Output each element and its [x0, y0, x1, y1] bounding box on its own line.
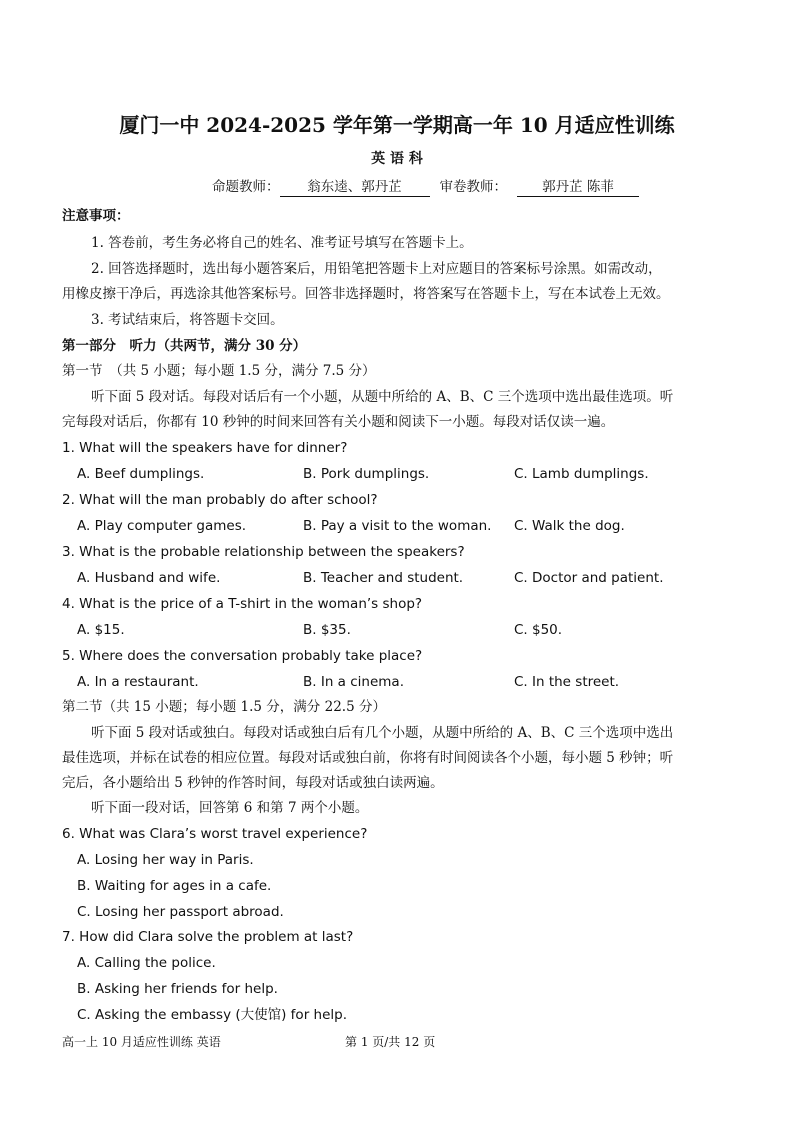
option-c: C. Asking the embassy (大使馆) for help.: [77, 1007, 348, 1023]
part1-heading: 第一部分 听力（共两节，满分 30 分）: [62, 338, 307, 354]
page-number: 第 1 页/共 12 页: [345, 1035, 436, 1049]
option-b: B. Pay a visit to the woman.: [303, 518, 492, 534]
option-a: A. Husband and wife.: [77, 570, 221, 586]
option-b: B. Teacher and student.: [303, 570, 464, 586]
question-stem: 1. What will the speakers have for dinner?: [62, 440, 348, 456]
option-c: C. $50.: [514, 622, 563, 638]
option-c: C. Doctor and patient.: [514, 570, 664, 586]
section2-instruction: 最佳选项，并标在试卷的相应位置。每段对话或独白前，你将有时间阅读各个小题，每小题 5 秒钟；听: [62, 750, 674, 766]
page-title: 厦门一中 2024-2025 学年第一学期高一年 10 月适应性训练: [119, 113, 675, 137]
note-item: 2. 回答选择题时，选出每小题答案后，用铅笔把答题卡上对应题目的答案标号涂黑。如需改动，: [91, 261, 662, 277]
teachers-line: [212, 178, 639, 197]
option-b: B. Asking her friends for help.: [77, 981, 278, 997]
option-b: B. $35.: [303, 622, 351, 638]
setter-label: 命题教师：: [212, 179, 280, 195]
option-a: A. Losing her way in Paris.: [77, 852, 254, 868]
option-c: C. Losing her passport abroad.: [77, 904, 284, 920]
setter-names: 翁东逵、郭丹芷: [280, 178, 430, 197]
note-item: 1. 答卷前，考生务必将自己的姓名、准考证号填写在答题卡上。: [91, 235, 473, 251]
section1-instruction: 听下面 5 段对话。每段对话后有一个小题，从题中所给的 A、B、C 三个选项中选出最佳选项。听: [91, 389, 674, 405]
section1-instruction: 完每段对话后，你都有 10 秒钟的时间来回答有关小题和阅读下一小题。每段对话仅读一遍。: [62, 414, 615, 430]
question-stem: 6. What was Clara’s worst travel experience?: [62, 826, 368, 842]
section2-heading: 第二节（共 15 小题；每小题 1.5 分，满分 22.5 分）: [62, 699, 386, 715]
reviewer-names: 郭丹芷 陈菲: [517, 178, 639, 197]
subject-label: 英 语 科: [371, 151, 423, 167]
footer-left: 高一上 10 月适应性训练 英语: [62, 1035, 221, 1049]
option-c: C. In the street.: [514, 674, 620, 690]
note-item: 3. 考试结束后，将答题卡交回。: [91, 312, 284, 328]
question-stem: 5. Where does the conversation probably take place?: [62, 648, 423, 664]
option-c: C. Walk the dog.: [514, 518, 625, 534]
option-a: A. Beef dumplings.: [77, 466, 205, 482]
section2-instruction: 完后，各小题给出 5 秒钟的作答时间，每段对话或独白读两遍。: [62, 775, 444, 791]
question-stem: 2. What will the man probably do after school?: [62, 492, 378, 508]
option-c: C. Lamb dumplings.: [514, 466, 649, 482]
note-item: 用橡皮擦干净后，再选涂其他答案标号。回答非选择题时，将答案写在答题卡上，写在本试卷上无效。: [62, 286, 670, 302]
option-a: A. $15.: [77, 622, 125, 638]
question-stem: 3. What is the probable relationship between the speakers?: [62, 544, 465, 560]
option-b: B. Waiting for ages in a cafe.: [77, 878, 272, 894]
reviewer-label: 审卷教师：: [439, 179, 507, 195]
option-b: B. In a cinema.: [303, 674, 404, 690]
question-stem: 7. How did Clara solve the problem at last?: [62, 929, 354, 945]
option-a: A. Calling the police.: [77, 955, 216, 971]
section1-heading: 第一节 （共 5 小题；每小题 1.5 分，满分 7.5 分）: [62, 363, 376, 379]
option-a: A. In a restaurant.: [77, 674, 199, 690]
option-b: B. Pork dumplings.: [303, 466, 430, 482]
section2-instruction: 听下面 5 段对话或独白。每段对话或独白后有几个小题，从题中所给的 A、B、C 三个选项中选出: [91, 725, 674, 741]
notes-heading: 注意事项：: [62, 208, 130, 224]
sub-instruction: 听下面一段对话，回答第 6 和第 7 两个小题。: [91, 800, 369, 816]
option-a: A. Play computer games.: [77, 518, 247, 534]
question-stem: 4. What is the price of a T-shirt in the woman’s shop?: [62, 596, 423, 612]
